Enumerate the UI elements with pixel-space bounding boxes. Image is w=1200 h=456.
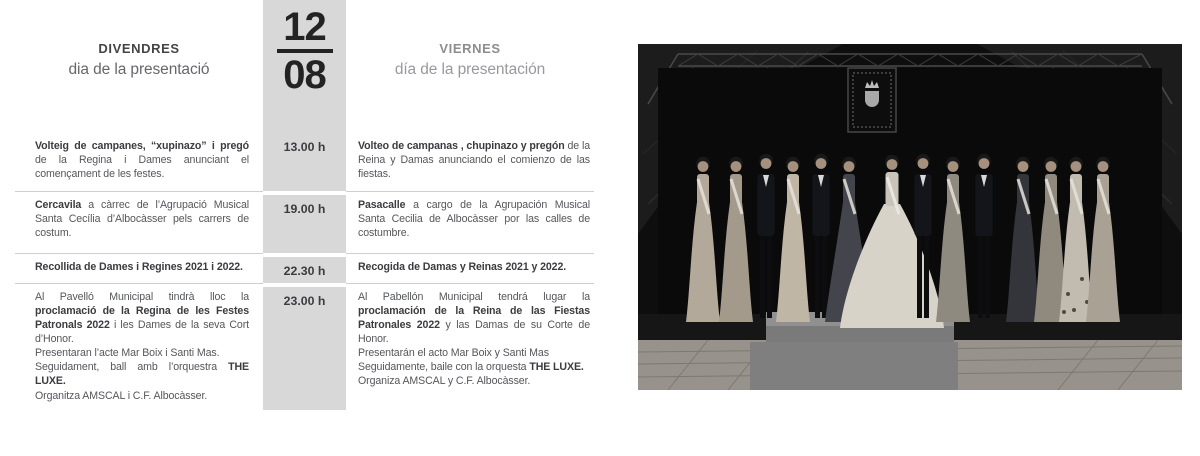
date-month: 08 — [283, 53, 326, 97]
schedule-rows — [15, 133, 605, 410]
coat-of-arms-banner — [848, 68, 896, 132]
day-subtitle-valencian: dia de la presentació — [68, 61, 210, 79]
schedule-row — [15, 191, 605, 253]
day-title-valencian: DIVENDRES — [98, 41, 180, 56]
time-cell: 23.00 h — [263, 283, 346, 410]
left-text-cell: Al Pavelló Municipal tindrà lloc la proclamació de la Regina de les Festes Patronals 2022 i les Dames de la seva Cort d’Honor. Presentaran l’acte Mar Boix i Santi Mas. Seguidament, ball amb l’orquestra THE LUXE. Organitza AMSCAL i C.F. Albocàsser. — [15, 283, 263, 410]
date-day: 12 — [283, 5, 326, 49]
time-cell: 13.00 h — [263, 133, 346, 191]
carpet — [750, 342, 958, 390]
left-text-cell: Volteig de campanes, “xupinazo” i pregó de la Regina i Dames anunciant el començament de les festes. — [35, 140, 249, 181]
date-block — [263, 0, 346, 133]
stage-photo-drawing — [638, 44, 1182, 390]
schedule-row — [15, 253, 605, 283]
header-spanish — [346, 0, 594, 133]
shield-emblem — [865, 91, 879, 107]
stage-photo — [638, 44, 1182, 390]
right-text-cell: Al Pabellón Municipal tendrá lugar la proclamación de la Reina de las Fiestas Patronales 2022 y las Damas de su Corte de Honor. Presentarán el acto Mar Boix y Santi Mas Seguidamente, baile con la orquesta THE LUXE. Organiza AMSCAL y C.F. Albocàsser. — [346, 283, 594, 410]
schedule-row — [15, 283, 605, 410]
header-valencian — [15, 0, 263, 133]
left-text-cell: Recollida de Dames i Regines 2021 i 2022. — [15, 253, 263, 283]
right-text-cell: Pasacalle a cargo de la Agrupación Musical Santa Cecilia de Albocàsser por las calles de costumbre. — [346, 191, 594, 253]
schedule-header — [15, 0, 605, 133]
schedule-row — [15, 133, 605, 191]
right-text-cell: Recogida de Damas y Reinas 2021 y 2022. — [346, 253, 594, 283]
day-title-spanish: VIERNES — [439, 41, 501, 56]
left-text-cell: Cercavila a càrrec de l’Agrupació Musical Santa Cecília d’Albocàsser pels carrers de costum. — [15, 191, 263, 253]
time-cell: 22.30 h — [263, 253, 346, 283]
day-subtitle-spanish: día de la presentación — [394, 61, 546, 79]
schedule — [15, 0, 605, 410]
right-text-cell: Volteo de campanas , chupinazo y pregón de la Reina y Damas anunciando el comienzo de las fiestas. — [358, 140, 590, 181]
time-cell: 19.00 h — [263, 191, 346, 253]
